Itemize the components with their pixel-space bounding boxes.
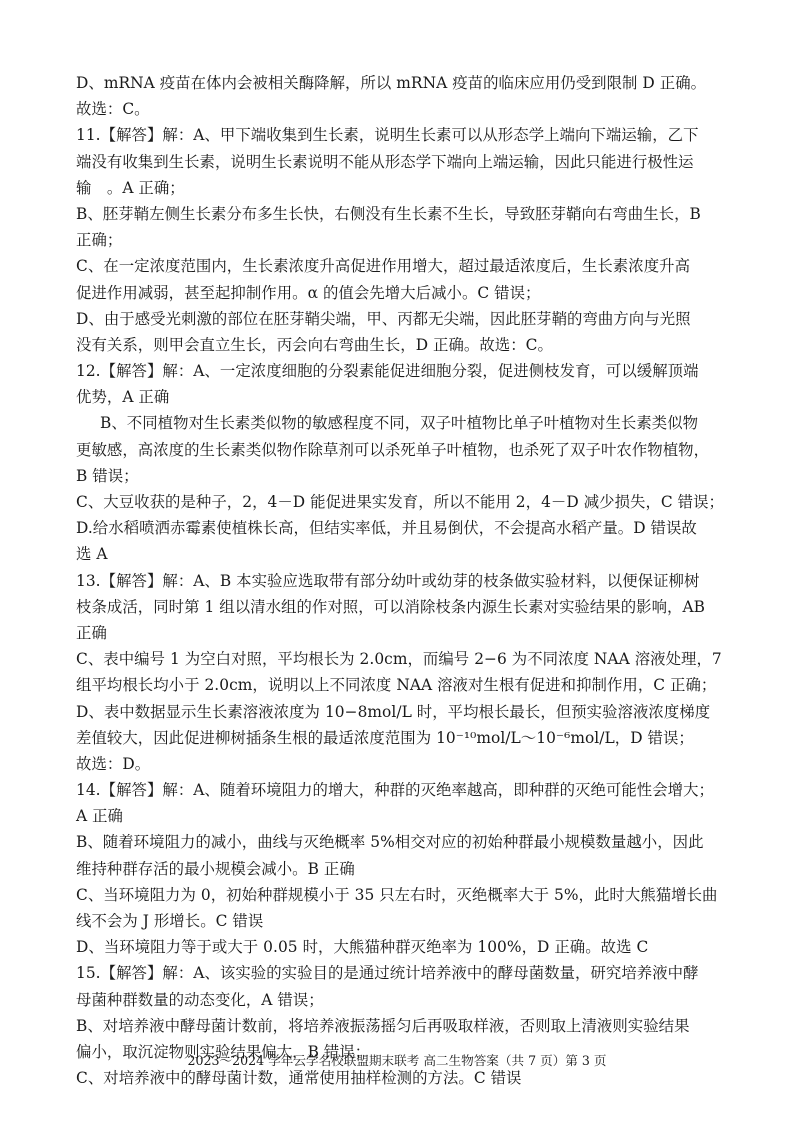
text-line: 12.【解答】解：A、一定浓度细胞的分裂素能促进细胞分裂，促进侧枝发育，可以缓解顶端 bbox=[76, 362, 699, 381]
text-line: D、由于感受光刺激的部位在胚芽鞘尖端，甲、丙都无尖端，因此胚芽鞘的弯曲方向与光照 bbox=[76, 309, 691, 328]
text-line: 13.【解答】解：A、B 本实验应选取带有部分幼叶或幼芽的枝条做实验材料，以便保证柳树 bbox=[76, 571, 700, 590]
text-line: D、mRNA 疫苗在体内会被相关酶降解，所以 mRNA 疫苗的临床应用仍受到限制 D 正确。 bbox=[76, 74, 707, 92]
text-line: 正确 bbox=[76, 623, 107, 642]
text-line: B、随着环境阻力的减小，曲线与灭绝概率 5%相交对应的初始种群最小规模数量越小，因此 bbox=[76, 833, 704, 852]
text-line: 选 A bbox=[76, 545, 108, 564]
text-line: 线不会为 J 形增长。C 错误 bbox=[76, 912, 264, 930]
text-line: 输 。A 正确； bbox=[76, 178, 185, 197]
text-line: C、对培养液中的酵母菌计数，通常使用抽样检测的方法。C 错误 bbox=[76, 1069, 522, 1088]
text-line: 偏小，取沉淀物则实验结果偏大，B 错误； bbox=[76, 1042, 371, 1061]
text-line: 更敏感，高浓度的生长素类似物作除草剂可以杀死单子叶植物，也杀死了双子叶农作物植物， bbox=[76, 440, 710, 459]
text-line: 故选：D。 bbox=[76, 754, 151, 773]
text-line: A 正确 bbox=[76, 807, 123, 826]
text-line: 端没有收集到生长素，说明生长素说明不能从形态学下端向上端运输，因此只能进行极性运 bbox=[76, 152, 694, 171]
text-line: B 错误； bbox=[76, 466, 139, 485]
text-line: 11.【解答】解：A、甲下端收集到生长素，说明生长素可以从形态学上端向下端运输，乙下 bbox=[76, 126, 699, 145]
text-line: B、不同植物对生长素类似物的敏感程度不同，双子叶植物比单子叶植物对生长素类似物 bbox=[100, 414, 699, 433]
text-line: 组平均根长均小于 2.0cm，说明以上不同浓度 NAA 溶液对生根有促进和抑制作用，C 正确； bbox=[76, 676, 717, 695]
text-line: 没有关系，则甲会直立生长，丙会向右弯曲生长，D 正确。故选：C。 bbox=[76, 335, 553, 354]
text-line: 14.【解答】解：A、随着环境阻力的增大，种群的灭绝率越高，即种群的灭绝可能性会增大； bbox=[76, 781, 714, 800]
page-footer: 2023～2024 学年云学名校联盟期末联考 高二生物答案（共 7 页）第 3 页 bbox=[187, 1053, 607, 1068]
text-line: 维持种群存活的最小规模会减小。B 正确 bbox=[76, 859, 355, 878]
text-line: C、大豆收获的是种子，2，4－D 能促进果实发育，所以不能用 2，4－D 减少损失，C 错误； bbox=[76, 493, 724, 511]
text-line: 正确； bbox=[76, 231, 123, 250]
text-line: C、表中编号 1 为空白对照，平均根长为 2.0cm，而编号 2−6 为不同浓度 NAA 溶液处理，7 bbox=[76, 650, 722, 669]
text-line: D.给水稻喷洒赤霉素使植株长高，但结实率低，并且易倒伏，不会提高水稻产量。D 错误故 bbox=[76, 519, 697, 538]
text-line: B、胚芽鞘左侧生长素分布多生长快，右侧没有生长素不生长，导致胚芽鞘向右弯曲生长，B bbox=[76, 204, 701, 223]
text-line: C、当环境阻力为 0，初始种群规模小于 35 只左右时，灭绝概率大于 5%，此时大熊猫增长曲 bbox=[76, 885, 718, 904]
text-line: 故选：C。 bbox=[76, 100, 150, 119]
text-line: 优势，A 正确 bbox=[76, 388, 170, 407]
text-line: 枝条成活，同时第 1 组以清水组的作对照，可以消除枝条内源生长素对实验结果的影响，AB bbox=[76, 597, 705, 616]
text-line: C、在一定浓度范围内，生长素浓度升高促进作用增大，超过最适浓度后，生长素浓度升高 bbox=[76, 257, 691, 276]
text-line: D、表中数据显示生长素溶液浓度为 10−8mol/L 时，平均根长最长，但预实验溶液浓度梯度 bbox=[76, 702, 711, 721]
text-line: 15.【解答】解：A、该实验的实验目的是通过统计培养液中的酵母菌数量，研究培养液中酵 bbox=[76, 964, 699, 983]
text-line: 母菌种群数量的动态变化，A 错误； bbox=[76, 990, 324, 1009]
text-line: D、当环境阻力等于或大于 0.05 时，大熊猫种群灭绝率为 100%，D 正确。故选 C bbox=[76, 938, 649, 957]
text-line: B、对培养液中酵母菌计数前，将培养液振荡摇匀后再吸取样液，否则取上清液则实验结果 bbox=[76, 1016, 690, 1035]
text-line: 差值较大，因此促进柳树插条生根的最适浓度范围为 10⁻¹⁰mol/L～10⁻⁶mol/L，D 错误； bbox=[76, 728, 694, 747]
answer-text-body bbox=[76, 70, 724, 1091]
text-line: 促进作用减弱，甚至起抑制作用。α 的值会先增大后减小。C 错误； bbox=[76, 283, 541, 302]
